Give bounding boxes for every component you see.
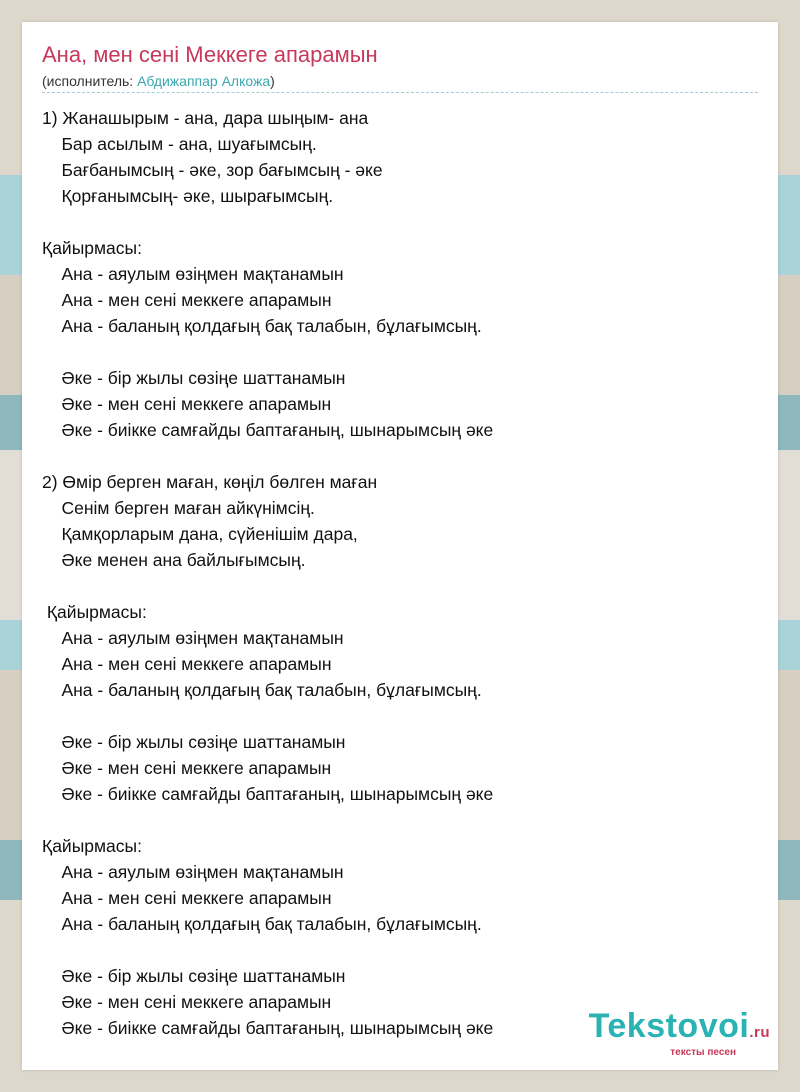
lyric-line: Әке - бір жылы сөзіңе шаттанамын xyxy=(42,732,346,752)
lyric-line xyxy=(42,807,493,833)
lyric-line: Әке - мен сені меккеге апарамын xyxy=(42,992,332,1012)
lyrics-body xyxy=(42,105,493,1041)
lyric-line: Әке - биікке самғайды баптағаның, шынарымсың әке xyxy=(42,420,494,440)
song-title: Ана, мен сені Меккеге апарамын xyxy=(42,42,378,67)
lyric-line xyxy=(42,703,493,729)
lyric-line: Ана - мен сені меккеге апарамын xyxy=(42,290,332,310)
lyric-line: Қайырмасы: xyxy=(42,602,147,622)
lyric-line: Ана - баланың қолдағың бақ талабын, бұлағымсың. xyxy=(42,914,482,934)
lyric-line: Ана - аяулым өзіңмен мақтанамын xyxy=(42,628,344,648)
lyric-line: Қорғанымсың- әке, шырағымсың. xyxy=(42,186,334,206)
lyric-line: Әке - биікке самғайды баптағаның, шынарымсың әке xyxy=(42,1018,494,1038)
lyric-line: Ана - аяулым өзіңмен мақтанамын xyxy=(42,862,344,882)
lyric-line: Ана - баланың қолдағың бақ талабын, бұлағымсың. xyxy=(42,680,482,700)
lyric-line: Сенім берген маған айкүнімсің. xyxy=(42,498,315,518)
lyric-line xyxy=(42,339,493,365)
lyric-line: Ана - баланың қолдағың бақ талабын, бұлағымсың. xyxy=(42,316,482,336)
lyric-line: Әке менен ана байлығымсың. xyxy=(42,550,306,570)
lyric-line: Қайырмасы: xyxy=(42,238,142,258)
lyric-line: Бағбанымсың - әке, зор бағымсың - әке xyxy=(42,160,383,180)
lyric-line xyxy=(42,443,493,469)
artist-prefix: (исполнитель: xyxy=(42,73,138,89)
lyric-line: Қайырмасы: xyxy=(42,836,142,856)
lyric-line xyxy=(42,209,493,235)
lyric-line: Әке - мен сені меккеге апарамын xyxy=(42,758,332,778)
artist-link[interactable]: Абдижаппар Алкожа xyxy=(137,73,271,89)
lyric-line: Ана - мен сені меккеге апарамын xyxy=(42,654,332,674)
lyric-line xyxy=(42,937,493,963)
lyric-line: 2) Өмір берген маған, көңіл бөлген маған xyxy=(42,472,378,492)
lyric-line: Қамқорларым дана, сүйенішім дара, xyxy=(42,524,358,544)
lyrics-card xyxy=(22,22,778,1070)
logo-tagline: тексты песен xyxy=(670,1047,736,1058)
lyric-line: Әке - биікке самғайды баптағаның, шынарымсың әке xyxy=(42,784,494,804)
lyric-line: Әке - мен сені меккеге апарамын xyxy=(42,394,332,414)
lyric-line xyxy=(42,573,493,599)
logo-name: Tekstovoi xyxy=(588,1007,750,1045)
lyric-line: Әке - бір жылы сөзіңе шаттанамын xyxy=(42,368,346,388)
lyric-line: Бар асылым - ана, шуағымсың. xyxy=(42,134,317,154)
artist-suffix: ) xyxy=(270,73,275,89)
separator xyxy=(42,92,758,93)
lyric-line: Ана - мен сені меккеге апарамын xyxy=(42,888,332,908)
lyric-line: 1) Жанашырым - ана, дара шыңым- ана xyxy=(42,108,369,128)
artist-line xyxy=(42,73,275,89)
site-logo[interactable] xyxy=(589,1009,770,1058)
logo-tld: .ru xyxy=(749,1024,770,1041)
lyric-line: Әке - бір жылы сөзіңе шаттанамын xyxy=(42,966,346,986)
lyric-line: Ана - аяулым өзіңмен мақтанамын xyxy=(42,264,344,284)
